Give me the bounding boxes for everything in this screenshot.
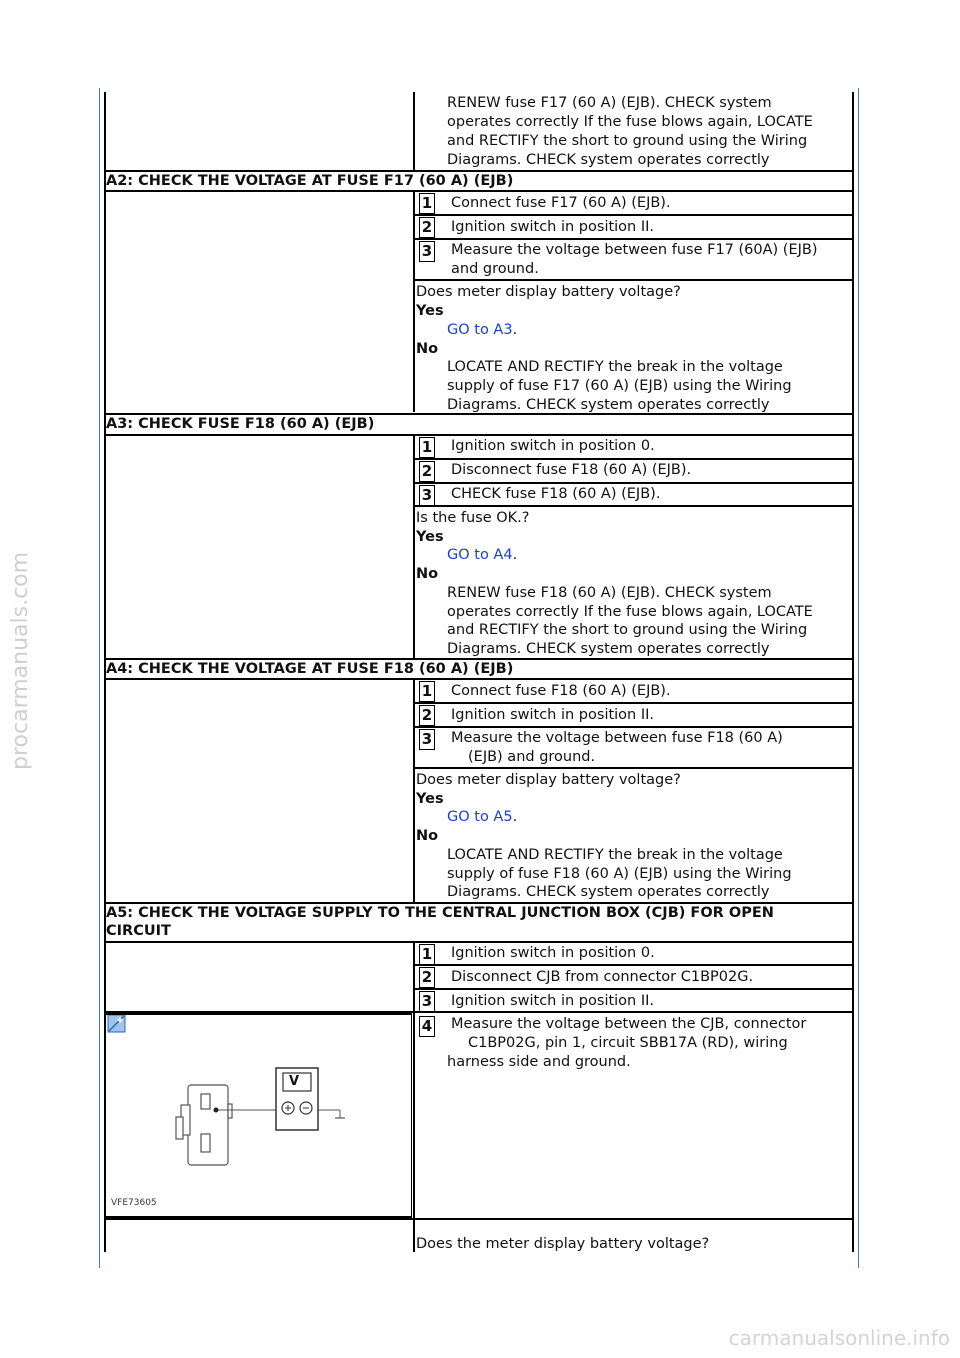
step-divider [413,482,854,484]
a2-step-3-line-1: Measure the voltage between fuse F17 (60A) (EJB) [451,242,818,258]
section-header-a5-line-2: CIRCUIT [106,923,171,939]
meter-label: V [289,1074,300,1089]
column-divider [413,680,415,902]
goto-a5-link[interactable]: GO to A5 [447,809,513,825]
goto-a3-link[interactable]: GO to A3 [447,322,513,338]
a4-no-line-3: Diagrams. CHECK system operates correctly [447,884,770,900]
a3-no-line-2: operates correctly If the fuse blows again, LOCATE [447,604,813,620]
step-divider [413,726,854,728]
step-divider [413,988,854,990]
a3-no-line-1: RENEW fuse F18 (60 A) (EJB). CHECK system [447,585,772,601]
figure-label: VFE73605 [111,1198,157,1208]
column-divider [413,92,415,170]
step-number: 2 [419,967,435,988]
step-number: 3 [419,991,435,1012]
a2-step-2: Ignition switch in position II. [451,219,655,235]
top-action-line-3: and RECTIFY the short to ground using the Wiring [447,133,808,149]
a3-yes-label: Yes [416,529,444,545]
a3-step-1: Ignition switch in position 0. [451,438,655,454]
a4-no-line-2: supply of fuse F18 (60 A) (EJB) using the Wiring [447,866,792,882]
step-number: 1 [419,437,435,458]
column-divider [413,192,415,412]
a2-yes-action: GO to A3. [447,322,518,338]
footer-watermark: carmanualsonline.info [728,1326,950,1350]
section-header-a2: A2: CHECK THE VOLTAGE AT FUSE F17 (60 A) (EJB) [106,173,514,189]
step-number: 2 [419,217,435,238]
section-divider [104,941,854,943]
a2-question: Does meter display battery voltage? [416,284,681,300]
a3-no-label: No [416,566,439,582]
a5-step-2: Disconnect CJB from connector C1BP02G. [451,969,754,985]
step-divider [413,238,854,240]
step-number: 4 [419,1016,435,1037]
a5-step-4-line-3: harness side and ground. [447,1054,631,1070]
section-divider [104,678,854,680]
section-header-a3: A3: CHECK FUSE F18 (60 A) (EJB) [106,416,375,432]
step-divider [413,505,854,507]
step-divider [413,279,854,281]
step-number: 3 [419,241,435,262]
top-action-line-4: Diagrams. CHECK system operates correctly [447,152,770,168]
a4-step-3-line-1: Measure the voltage between fuse F18 (60 A) [451,730,783,746]
top-action-line-1: RENEW fuse F17 (60 A) (EJB). CHECK system [447,95,772,111]
a4-yes-action: GO to A5. [447,809,518,825]
section-divider [104,1218,854,1220]
step-number: 3 [419,729,435,750]
a4-no-label: No [416,828,439,844]
figure-frame [105,1013,412,1218]
a5-step-3: Ignition switch in position II. [451,993,655,1009]
a4-question: Does meter display battery voltage? [416,772,681,788]
a2-no-line-1: LOCATE AND RECTIFY the break in the voltage [447,359,783,375]
a2-no-label: No [416,341,439,357]
a4-step-2: Ignition switch in position II. [451,707,655,723]
step-divider [413,702,854,704]
right-outer-border [858,88,859,1268]
a3-question: Is the fuse OK.? [416,510,530,526]
a3-yes-action: GO to A4. [447,547,518,563]
a5-step-4-line-1: Measure the voltage between the CJB, connector [451,1016,807,1032]
step-number: 2 [419,705,435,726]
a3-no-line-3: and RECTIFY the short to ground using the Wiring [447,622,808,638]
top-action-line-2: operates correctly If the fuse blows again, LOCATE [447,114,813,130]
right-table-border [852,92,854,1252]
a4-step-1: Connect fuse F18 (60 A) (EJB). [451,683,671,699]
a2-no-line-2: supply of fuse F17 (60 A) (EJB) using the Wiring [447,378,792,394]
section-header-a4: A4: CHECK THE VOLTAGE AT FUSE F18 (60 A) (EJB) [106,661,514,677]
a3-step-3: CHECK fuse F18 (60 A) (EJB). [451,486,661,502]
step-divider [413,214,854,216]
section-header-a5-line-1: A5: CHECK THE VOLTAGE SUPPLY TO THE CENTRAL JUNCTION BOX (CJB) FOR OPEN [106,905,774,921]
a5-step-1: Ignition switch in position 0. [451,945,655,961]
column-divider [413,436,415,658]
step-divider [413,767,854,769]
left-outer-border [99,88,100,1268]
step-number: 1 [419,193,435,214]
a2-step-1: Connect fuse F17 (60 A) (EJB). [451,195,671,211]
a2-step-3-line-2: and ground. [451,261,539,277]
a4-no-line-1: LOCATE AND RECTIFY the break in the voltage [447,847,783,863]
section-divider [104,190,854,192]
step-number: 2 [419,461,435,482]
a3-step-2: Disconnect fuse F18 (60 A) (EJB). [451,462,692,478]
step-number: 3 [419,485,435,506]
a2-no-line-3: Diagrams. CHECK system operates correctly [447,397,770,413]
step-divider [413,964,854,966]
a5-question: Does the meter display battery voltage? [416,1236,710,1252]
step-number: 1 [419,681,435,702]
section-divider [104,434,854,436]
side-watermark: procarmanuals.com [8,551,33,770]
a2-yes-label: Yes [416,303,444,319]
a4-step-3-line-2: (EJB) and ground. [468,749,596,765]
goto-a4-link[interactable]: GO to A4 [447,547,513,563]
a3-no-line-4: Diagrams. CHECK system operates correctly [447,641,770,657]
step-divider [413,458,854,460]
a4-yes-label: Yes [416,791,444,807]
step-number: 1 [419,944,435,965]
a5-step-4-line-2: C1BP02G, pin 1, circuit SBB17A (RD), wiring [468,1035,788,1051]
